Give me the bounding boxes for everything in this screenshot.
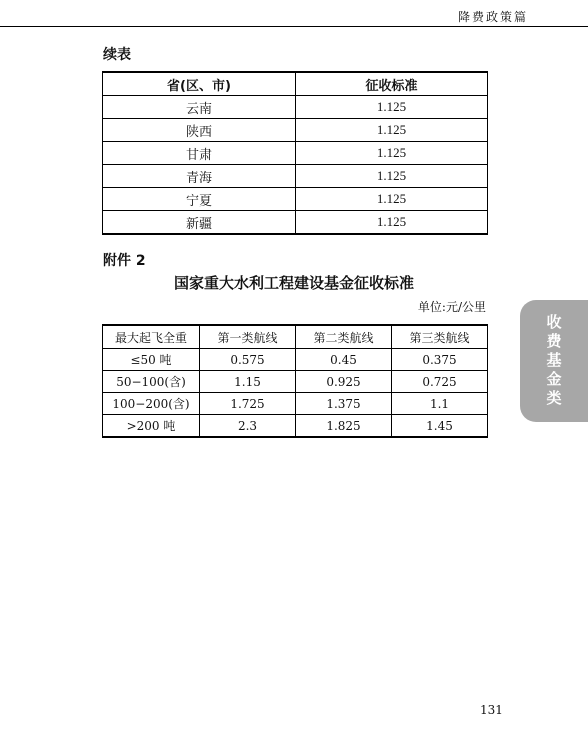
- province-cell: 陕西: [103, 119, 296, 142]
- rate-cell: 1.125: [296, 142, 488, 165]
- column-header: 省(区、市): [103, 72, 296, 96]
- table-header-row: [103, 325, 488, 349]
- table-row: [103, 371, 488, 393]
- rate-cell: 1.1: [392, 393, 488, 415]
- section-title: 国家重大水利工程建设基金征收标准: [173, 274, 414, 292]
- weight-cell: 100−200(含): [103, 393, 200, 415]
- rate-cell: 0.925: [296, 371, 392, 393]
- page-number: 131: [480, 703, 503, 717]
- column-header: 第三类航线: [392, 325, 488, 349]
- weight-cell: 50−100(含): [103, 371, 200, 393]
- rate-cell: 1.125: [296, 188, 488, 211]
- rate-cell: 1.125: [296, 165, 488, 188]
- rate-cell: 1.45: [392, 415, 488, 438]
- province-cell: 新疆: [103, 211, 296, 235]
- rate-cell: 0.575: [200, 349, 296, 371]
- column-header: 最大起飞全重: [103, 325, 200, 349]
- province-cell: 青海: [103, 165, 296, 188]
- table-header-row: [103, 72, 488, 96]
- attachment-label: 附件 2: [103, 253, 146, 269]
- rate-cell: 1.825: [296, 415, 392, 438]
- province-cell: 甘肃: [103, 142, 296, 165]
- column-header: 征收标准: [296, 72, 488, 96]
- rate-cell: 1.375: [296, 393, 392, 415]
- province-fee-table: [102, 71, 488, 235]
- continued-label: 续表: [103, 47, 131, 63]
- rate-cell: 0.375: [392, 349, 488, 371]
- rate-cell: 0.725: [392, 371, 488, 393]
- table-row: [103, 393, 488, 415]
- rate-cell: 1.725: [200, 393, 296, 415]
- table-row: [103, 119, 488, 142]
- running-header: 降费政策篇: [457, 10, 528, 24]
- province-cell: 云南: [103, 96, 296, 119]
- table-row: [103, 165, 488, 188]
- rate-cell: 1.125: [296, 96, 488, 119]
- rate-cell: 1.125: [296, 119, 488, 142]
- rate-cell: 0.45: [296, 349, 392, 371]
- table-row: [103, 349, 488, 371]
- side-tab-label: 收费基金类: [544, 313, 563, 409]
- header-rule: [0, 26, 588, 27]
- weight-cell: >200 吨: [103, 415, 200, 438]
- rate-cell: 1.15: [200, 371, 296, 393]
- table-row: [103, 211, 488, 235]
- rate-cell: 1.125: [296, 211, 488, 235]
- province-cell: 宁夏: [103, 188, 296, 211]
- rate-cell: 2.3: [200, 415, 296, 438]
- weight-cell: ≤50 吨: [103, 349, 200, 371]
- column-header: 第一类航线: [200, 325, 296, 349]
- unit-label: 单位:元/公里: [417, 300, 486, 314]
- table-row: [103, 188, 488, 211]
- column-header: 第二类航线: [296, 325, 392, 349]
- aircraft-fee-table: [102, 324, 488, 438]
- section-side-tab: [520, 300, 588, 422]
- table-row: [103, 142, 488, 165]
- table-row: [103, 415, 488, 438]
- table-row: [103, 96, 488, 119]
